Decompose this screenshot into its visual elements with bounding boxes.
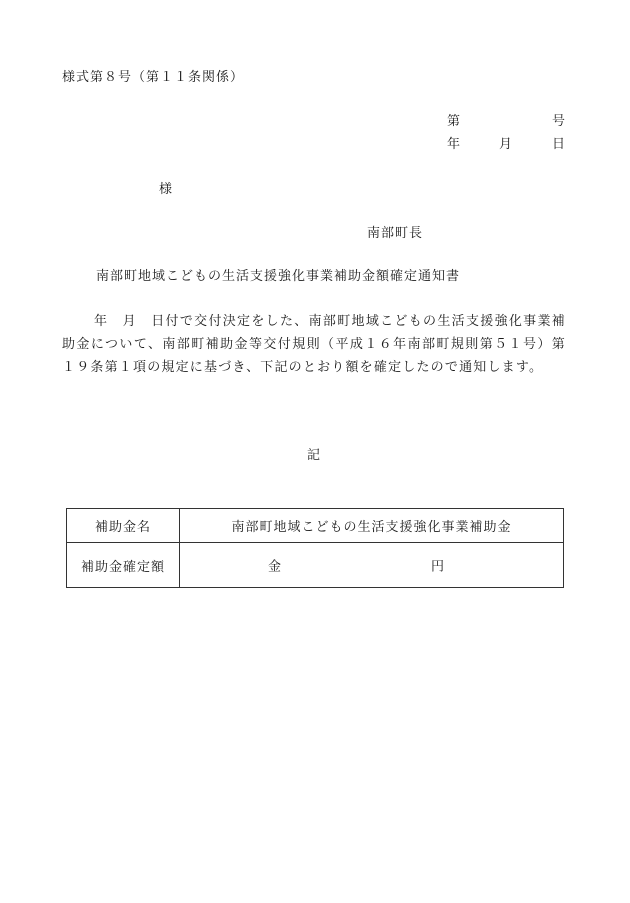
- subsidy-name-value: 南部町地域こどもの生活支援強化事業補助金: [180, 509, 564, 543]
- document-number-suffix: 号: [552, 114, 566, 129]
- subsidy-name-label: 補助金名: [67, 509, 180, 543]
- date-month-label: 月: [499, 137, 513, 152]
- table-row: [67, 543, 564, 588]
- document-number-label: 第: [447, 114, 461, 129]
- issuer-name: 南部町長: [367, 226, 424, 241]
- amount-prefix: 金: [268, 559, 282, 575]
- document-title: 南部町地域こどもの生活支援強化事業補助金額確定通知書: [96, 269, 461, 284]
- table-row: [67, 509, 564, 543]
- amount-unit: 円: [431, 559, 445, 575]
- form-number: 様式第８号（第１１条関係）: [62, 70, 245, 85]
- note-heading: 記: [307, 448, 321, 463]
- body-paragraph: 年 月 日付で交付決定をした、南部町地域こどもの生活支援強化事業補助金について、南部町補助金等交付規則（平成１６年南部町規則第５１号）第１９条第１項の規定に基づき、下記のとおり額を確定したので通知します。: [62, 314, 566, 375]
- detail-table: [66, 508, 564, 588]
- date-year-label: 年: [447, 137, 461, 152]
- addressee-honorific: 様: [159, 182, 173, 197]
- date-day-label: 日: [552, 137, 566, 152]
- confirmed-amount-label: 補助金確定額: [67, 543, 180, 588]
- confirmed-amount-value: [180, 543, 564, 588]
